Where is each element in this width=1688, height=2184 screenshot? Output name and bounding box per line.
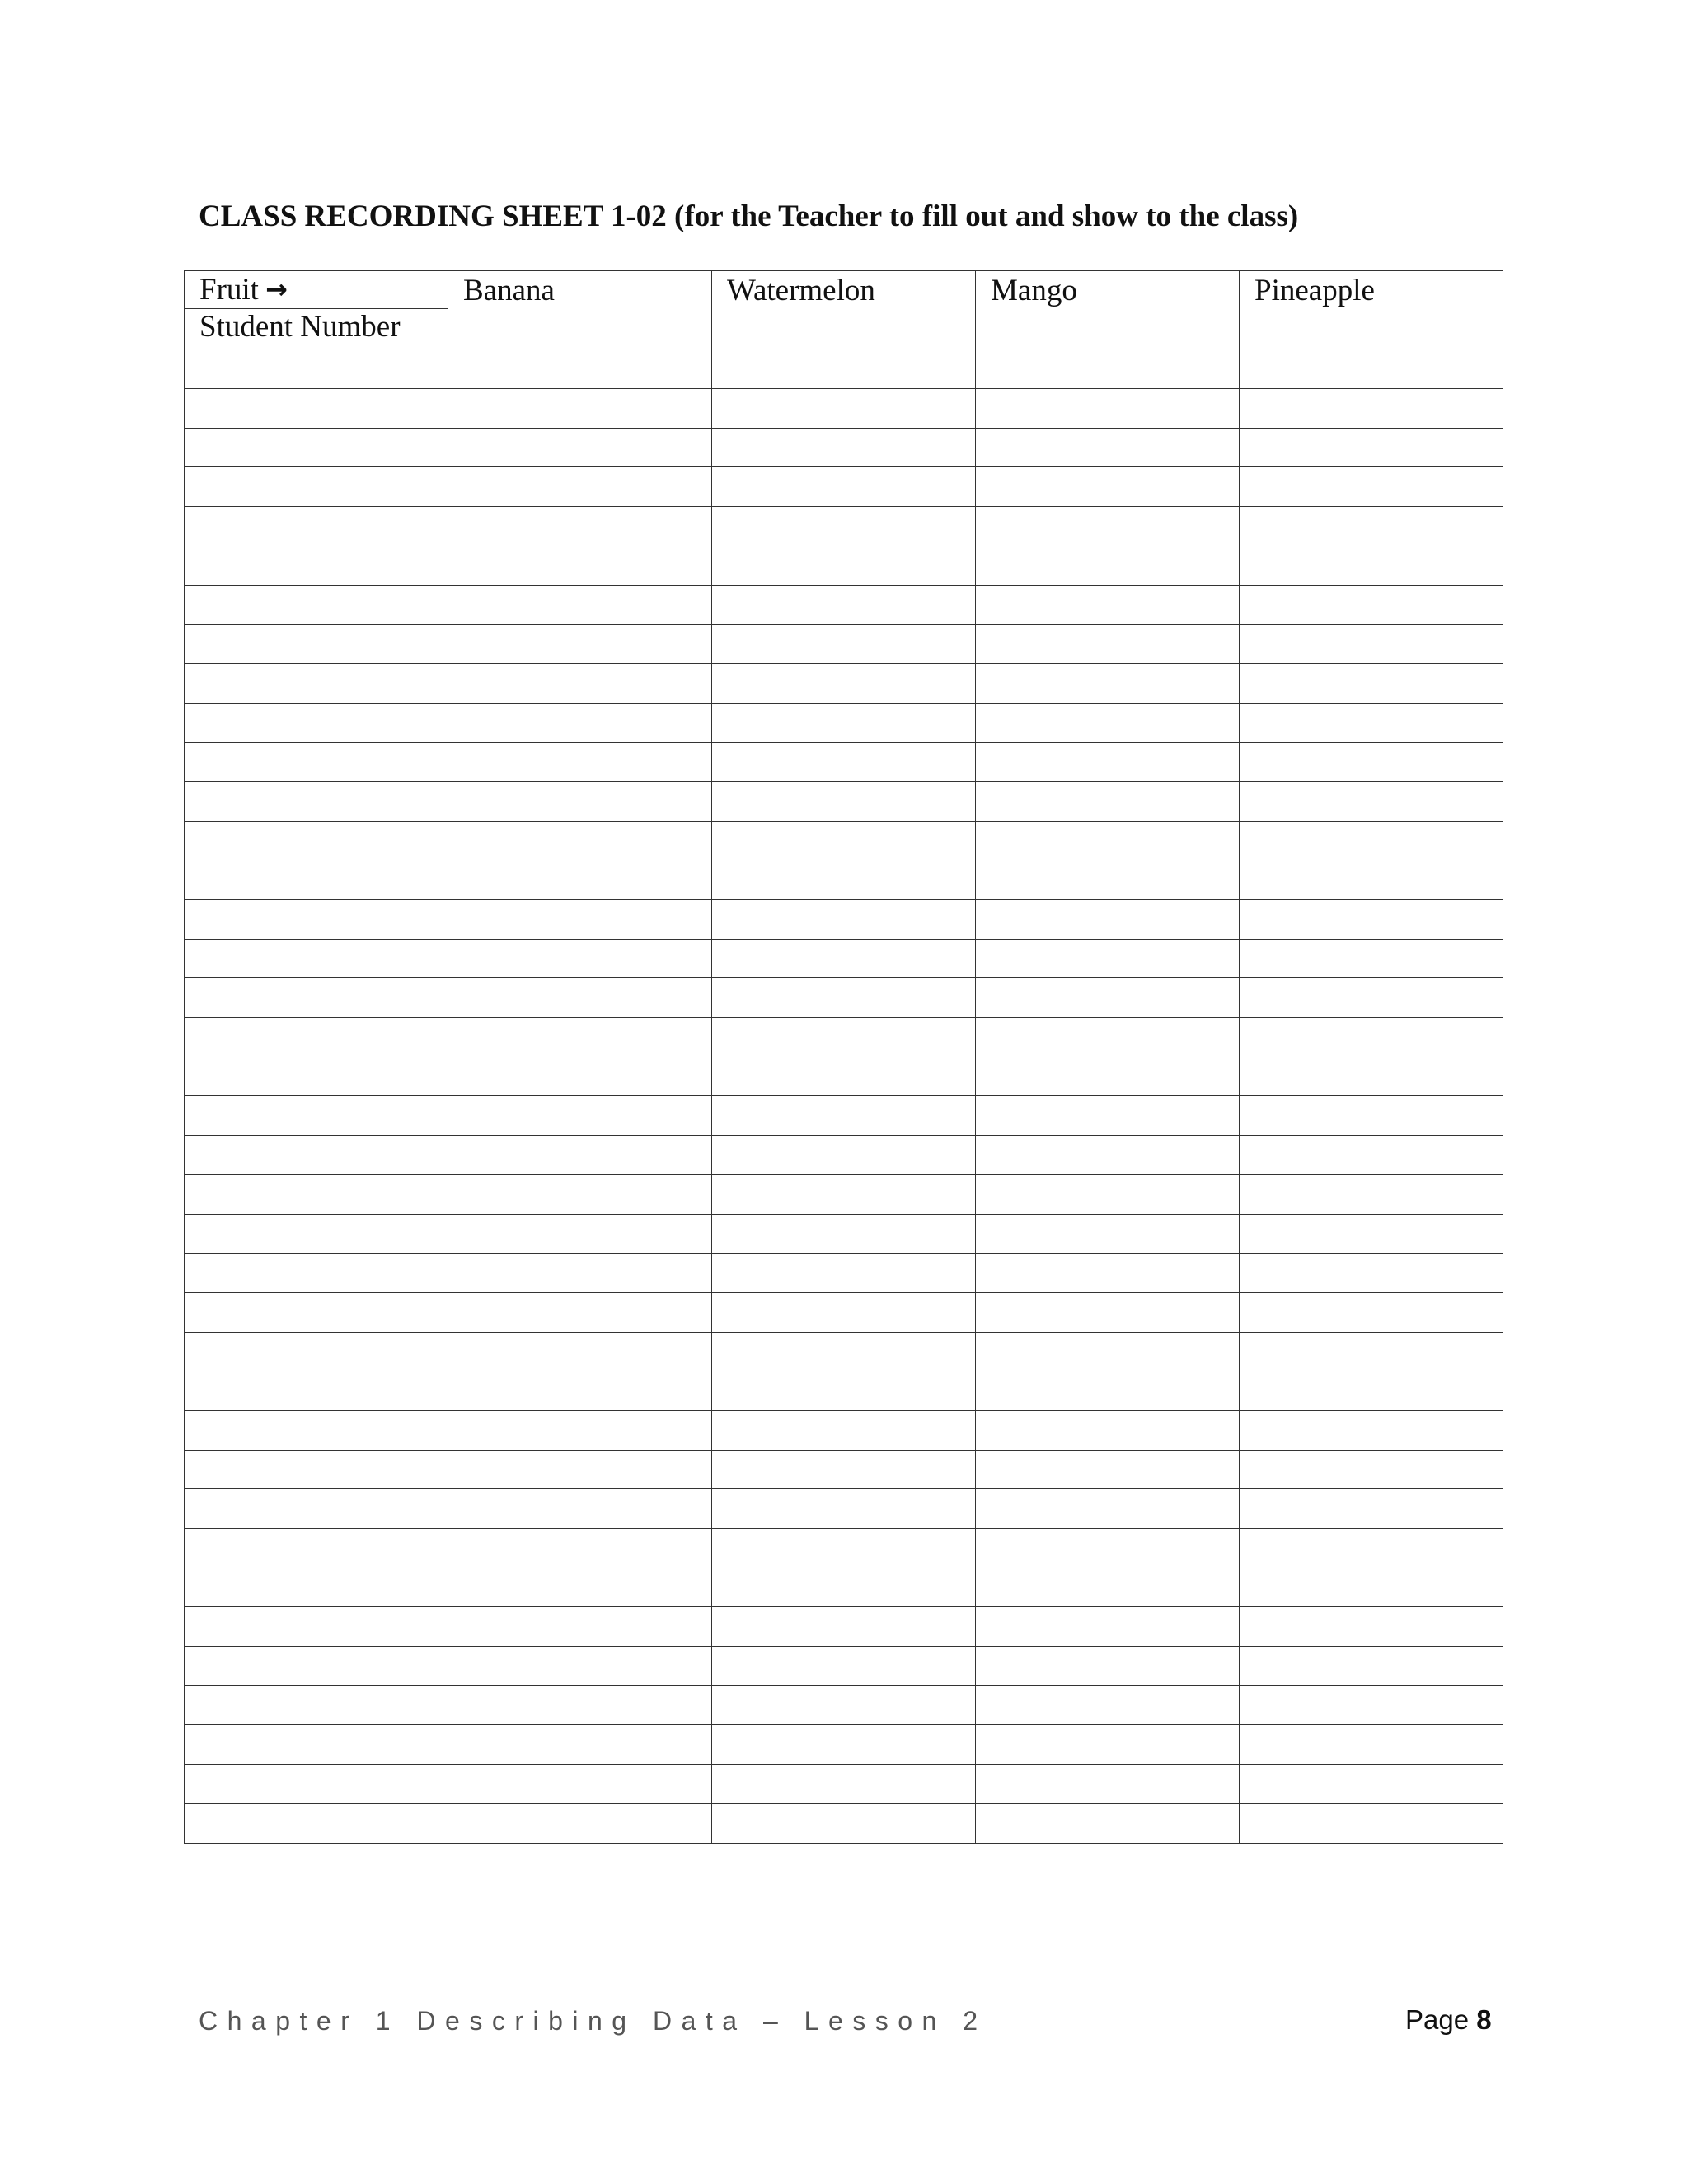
tally-cell (712, 467, 976, 507)
student-number-cell (185, 585, 448, 625)
table-row (185, 743, 1503, 782)
column-header-mango (976, 271, 1240, 349)
tally-cell (712, 1057, 976, 1096)
tally-cell (976, 781, 1240, 821)
tally-cell (1240, 900, 1503, 940)
student-number-cell (185, 1607, 448, 1647)
tally-cell (1240, 546, 1503, 585)
tally-cell (976, 467, 1240, 507)
fruit-label-text: Fruit (199, 273, 259, 307)
table-row (185, 1489, 1503, 1529)
table-row (185, 703, 1503, 743)
column-header-label: Mango (991, 274, 1077, 307)
table-row (185, 1096, 1503, 1136)
tally-cell (1240, 467, 1503, 507)
student-number-cell (185, 939, 448, 978)
table-row (185, 1607, 1503, 1647)
tally-cell (976, 1489, 1240, 1529)
table-row (185, 1292, 1503, 1332)
tally-cell (1240, 1489, 1503, 1529)
tally-cell (448, 743, 712, 782)
tally-cell (448, 389, 712, 429)
student-number-cell (185, 389, 448, 429)
table-row (185, 1765, 1503, 1804)
tally-cell (712, 507, 976, 546)
tally-cell (712, 546, 976, 585)
table-row (185, 900, 1503, 940)
student-number-cell (185, 1292, 448, 1332)
column-header-label: Banana (463, 274, 555, 307)
student-number-cell (185, 663, 448, 703)
tally-cell (712, 939, 976, 978)
tally-cell (976, 1174, 1240, 1214)
tally-cell (976, 900, 1240, 940)
table-row (185, 428, 1503, 467)
tally-cell (448, 781, 712, 821)
tally-cell (976, 703, 1240, 743)
student-number-cell (185, 1332, 448, 1371)
column-header-label: Pineapple (1254, 274, 1375, 307)
tally-cell (976, 625, 1240, 664)
tally-cell (976, 1096, 1240, 1136)
tally-cell (712, 900, 976, 940)
tally-cell (448, 1136, 712, 1175)
tally-cell (976, 1725, 1240, 1765)
tally-cell (1240, 1254, 1503, 1293)
tally-cell (976, 349, 1240, 389)
tally-cell (976, 1371, 1240, 1411)
tally-cell (976, 743, 1240, 782)
student-number-cell (185, 1018, 448, 1057)
student-number-cell (185, 467, 448, 507)
tally-cell (448, 546, 712, 585)
student-number-cell (185, 743, 448, 782)
table-row (185, 1057, 1503, 1096)
student-number-cell (185, 507, 448, 546)
tally-cell (712, 1096, 976, 1136)
tally-cell (1240, 1725, 1503, 1765)
tally-cell (976, 1292, 1240, 1332)
table-row (185, 625, 1503, 664)
tally-cell (448, 467, 712, 507)
tally-cell (712, 1607, 976, 1647)
tally-cell (976, 1568, 1240, 1607)
tally-cell (448, 1057, 712, 1096)
tally-cell (712, 821, 976, 860)
tally-cell (448, 1647, 712, 1686)
tally-cell (712, 781, 976, 821)
tally-cell (712, 860, 976, 900)
student-number-cell (185, 978, 448, 1018)
tally-cell (976, 1450, 1240, 1489)
page-number: 8 (1476, 2004, 1492, 2035)
student-number-cell (185, 1685, 448, 1725)
tally-cell (448, 1332, 712, 1371)
tally-cell (712, 1568, 976, 1607)
student-number-cell (185, 1057, 448, 1096)
table-row (185, 860, 1503, 900)
table-row (185, 467, 1503, 507)
tally-cell (976, 1529, 1240, 1568)
table-row (185, 389, 1503, 429)
tally-cell (976, 663, 1240, 703)
tally-cell (712, 1410, 976, 1450)
tally-cell (712, 1174, 976, 1214)
table-row (185, 939, 1503, 978)
tally-cell (448, 860, 712, 900)
recording-table (184, 270, 1503, 1844)
tally-cell (976, 1410, 1240, 1450)
tally-cell (976, 428, 1240, 467)
tally-cell (448, 1371, 712, 1411)
tally-cell (712, 1450, 976, 1489)
tally-cell (712, 1018, 976, 1057)
tally-cell (1240, 585, 1503, 625)
tally-cell (712, 389, 976, 429)
table-header-row (185, 271, 1503, 349)
corner-header-cell (185, 271, 448, 349)
tally-cell (448, 1607, 712, 1647)
tally-cell (448, 1568, 712, 1607)
tally-cell (976, 585, 1240, 625)
table-row (185, 1254, 1503, 1293)
column-header-banana (448, 271, 712, 349)
tally-cell (712, 743, 976, 782)
tally-cell (1240, 743, 1503, 782)
tally-cell (1240, 1214, 1503, 1254)
student-number-cell (185, 428, 448, 467)
column-header-watermelon (712, 271, 976, 349)
tally-cell (712, 978, 976, 1018)
student-number-cell (185, 625, 448, 664)
tally-cell (448, 1214, 712, 1254)
tally-cell (448, 939, 712, 978)
table-row (185, 1371, 1503, 1411)
tally-cell (976, 389, 1240, 429)
table-row (185, 1214, 1503, 1254)
tally-cell (448, 585, 712, 625)
tally-cell (448, 1803, 712, 1843)
student-number-cell (185, 1529, 448, 1568)
tally-cell (976, 978, 1240, 1018)
tally-cell (448, 625, 712, 664)
tally-cell (712, 1647, 976, 1686)
table-row (185, 585, 1503, 625)
fruit-axis-label (185, 271, 448, 309)
tally-cell (1240, 1057, 1503, 1096)
tally-cell (712, 1489, 976, 1529)
tally-cell (976, 1018, 1240, 1057)
table-row (185, 1410, 1503, 1450)
tally-cell (448, 1410, 712, 1450)
student-number-cell (185, 1254, 448, 1293)
table-row (185, 1450, 1503, 1489)
tally-cell (712, 349, 976, 389)
tally-cell (976, 1685, 1240, 1725)
tally-cell (448, 1725, 712, 1765)
table-row (185, 1685, 1503, 1725)
tally-cell (448, 978, 712, 1018)
student-number-cell (185, 703, 448, 743)
student-number-cell (185, 1725, 448, 1765)
tally-cell (712, 1685, 976, 1725)
tally-cell (448, 1450, 712, 1489)
page-label: Page (1405, 2004, 1470, 2035)
student-number-cell (185, 1765, 448, 1804)
table-row (185, 1332, 1503, 1371)
tally-cell (1240, 1410, 1503, 1450)
student-number-cell (185, 860, 448, 900)
tally-cell (1240, 1136, 1503, 1175)
page-title: CLASS RECORDING SHEET 1-02 (for the Teacher to fill out and show to the class) (199, 199, 1299, 233)
footer-page-indicator (1405, 2004, 1492, 2036)
tally-cell (448, 900, 712, 940)
tally-cell (1240, 939, 1503, 978)
tally-cell (976, 1214, 1240, 1254)
student-number-cell (185, 1371, 448, 1411)
table-row (185, 1018, 1503, 1057)
tally-cell (712, 1765, 976, 1804)
tally-cell (712, 1136, 976, 1175)
table-row (185, 1174, 1503, 1214)
tally-cell (1240, 507, 1503, 546)
table-row (185, 1136, 1503, 1175)
tally-cell (448, 349, 712, 389)
tally-cell (976, 939, 1240, 978)
student-number-cell (185, 1450, 448, 1489)
tally-cell (448, 1489, 712, 1529)
table-row (185, 821, 1503, 860)
tally-cell (1240, 625, 1503, 664)
tally-cell (448, 1018, 712, 1057)
tally-cell (712, 1371, 976, 1411)
tally-cell (976, 1765, 1240, 1804)
tally-cell (1240, 428, 1503, 467)
tally-cell (1240, 703, 1503, 743)
tally-cell (1240, 663, 1503, 703)
table-row (185, 1647, 1503, 1686)
tally-cell (448, 1529, 712, 1568)
student-number-cell (185, 821, 448, 860)
student-number-label: Student Number (199, 310, 401, 344)
tally-cell (1240, 978, 1503, 1018)
tally-cell (712, 1332, 976, 1371)
student-number-cell (185, 781, 448, 821)
tally-cell (1240, 1685, 1503, 1725)
table-row (185, 978, 1503, 1018)
tally-cell (448, 703, 712, 743)
tally-cell (976, 1332, 1240, 1371)
tally-cell (1240, 1647, 1503, 1686)
tally-cell (976, 1607, 1240, 1647)
tally-cell (712, 703, 976, 743)
tally-cell (976, 821, 1240, 860)
tally-cell (1240, 821, 1503, 860)
tally-cell (448, 507, 712, 546)
tally-cell (712, 1254, 976, 1293)
tally-cell (1240, 1529, 1503, 1568)
tally-cell (712, 625, 976, 664)
tally-cell (976, 1057, 1240, 1096)
student-number-cell (185, 1647, 448, 1686)
tally-cell (712, 428, 976, 467)
student-number-cell (185, 546, 448, 585)
tally-cell (1240, 1803, 1503, 1843)
tally-cell (1240, 389, 1503, 429)
student-number-cell (185, 1803, 448, 1843)
table-row (185, 1803, 1503, 1843)
column-header-label: Watermelon (727, 274, 875, 307)
tally-cell (712, 1292, 976, 1332)
tally-cell (1240, 1568, 1503, 1607)
tally-cell (976, 1803, 1240, 1843)
tally-cell (448, 428, 712, 467)
tally-cell (1240, 1765, 1503, 1804)
tally-cell (448, 1254, 712, 1293)
table-row (185, 781, 1503, 821)
table-row (185, 663, 1503, 703)
tally-cell (1240, 1292, 1503, 1332)
column-header-pineapple (1240, 271, 1503, 349)
table-row (185, 507, 1503, 546)
tally-cell (712, 1803, 976, 1843)
tally-cell (1240, 349, 1503, 389)
student-number-cell (185, 1568, 448, 1607)
student-number-cell (185, 1136, 448, 1175)
tally-cell (448, 1685, 712, 1725)
tally-cell (1240, 781, 1503, 821)
tally-cell (1240, 1450, 1503, 1489)
tally-cell (712, 663, 976, 703)
student-number-cell (185, 349, 448, 389)
tally-cell (448, 1292, 712, 1332)
student-number-cell (185, 900, 448, 940)
tally-cell (976, 546, 1240, 585)
tally-cell (1240, 1332, 1503, 1371)
tally-cell (1240, 1018, 1503, 1057)
tally-cell (712, 1214, 976, 1254)
tally-cell (976, 1647, 1240, 1686)
tally-cell (976, 507, 1240, 546)
right-arrow-icon: → (265, 274, 288, 305)
table-row (185, 1568, 1503, 1607)
tally-cell (1240, 860, 1503, 900)
footer-chapter-text: Chapter 1 Describing Data – Lesson 2 (199, 2006, 987, 2036)
tally-cell (976, 1136, 1240, 1175)
student-number-cell (185, 1410, 448, 1450)
tally-cell (1240, 1371, 1503, 1411)
student-number-cell (185, 1489, 448, 1529)
table-row (185, 1529, 1503, 1568)
table-row (185, 546, 1503, 585)
student-number-cell (185, 1214, 448, 1254)
tally-cell (976, 1254, 1240, 1293)
student-number-cell (185, 1096, 448, 1136)
tally-cell (448, 1174, 712, 1214)
tally-cell (712, 585, 976, 625)
tally-cell (1240, 1096, 1503, 1136)
tally-cell (1240, 1174, 1503, 1214)
tally-cell (712, 1725, 976, 1765)
tally-cell (712, 1529, 976, 1568)
student-number-cell (185, 1174, 448, 1214)
tally-cell (448, 1765, 712, 1804)
tally-cell (448, 663, 712, 703)
tally-cell (448, 821, 712, 860)
tally-cell (1240, 1607, 1503, 1647)
tally-cell (448, 1096, 712, 1136)
table-row (185, 1725, 1503, 1765)
tally-cell (976, 860, 1240, 900)
table-row (185, 349, 1503, 389)
